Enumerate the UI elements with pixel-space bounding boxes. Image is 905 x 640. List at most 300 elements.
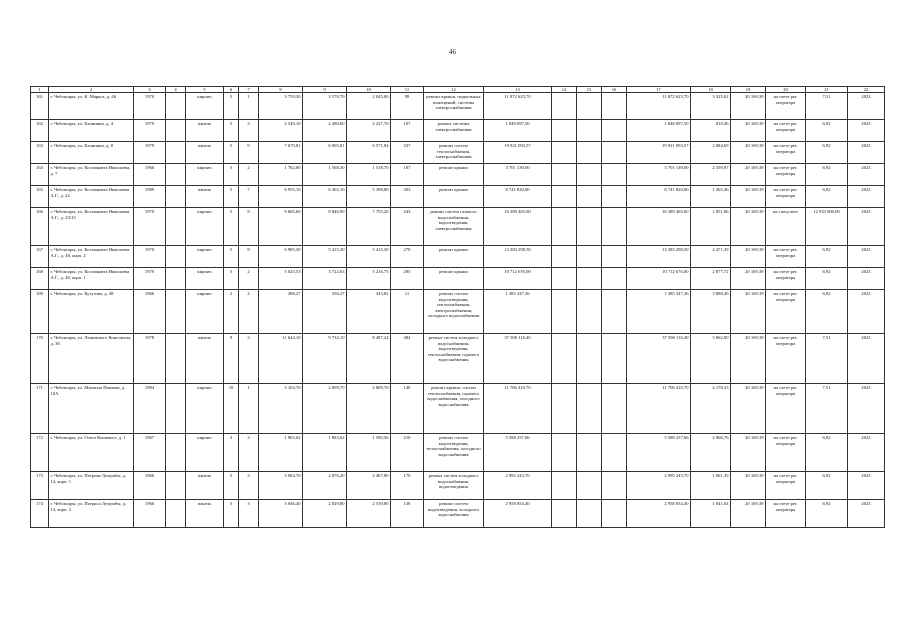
total-area-cell: 2 549,10 (259, 120, 303, 142)
table-row (31, 334, 885, 384)
empty-cell-cell (552, 472, 577, 500)
total-area-cell: 6 955,10 (259, 186, 303, 208)
living-area-cell: 6 905,81 (303, 142, 347, 164)
residential-area-cell: 5 415,30 (347, 246, 391, 268)
empty-cell-cell (166, 246, 186, 268)
cost-limit-cell: 20 169,39 (731, 290, 766, 334)
year-built-cell: 1966 (134, 472, 166, 500)
column-number-cell: 10 (347, 87, 391, 93)
entrances-cell: 2 (239, 164, 259, 186)
total-cost-cell: 19 921 093,57 (484, 142, 552, 164)
table-row (31, 208, 885, 246)
deadline-year-cell: 2023 (848, 434, 885, 472)
cost-limit-cell: 20 169,39 (731, 142, 766, 164)
wall-material-cell: кирпич (186, 384, 224, 434)
residents-cell: 278 (391, 246, 424, 268)
repair-works-cell: ремонт систем газового водоснабжения, водоотведения, электроснабжения (424, 208, 484, 246)
table-row (31, 384, 885, 434)
owner-cost-cell: 11 872 625,70 (627, 93, 691, 120)
repair-works-cell: ремонт крыши (424, 186, 484, 208)
empty-cell-cell (577, 290, 602, 334)
wall-material-cell: панель (186, 142, 224, 164)
entrances-cell: 7 (239, 186, 259, 208)
address-cell: г. Чебоксары, ул. Космонавта Николаева А.Г., д. 23/15 (49, 208, 134, 246)
funding-method-cell: на счете рег. оператора (766, 142, 806, 164)
empty-cell-cell (602, 434, 627, 472)
floors-cell: 5 (224, 164, 239, 186)
residential-area-cell: 2 045,00 (347, 93, 391, 120)
residential-area-cell: 7 755,20 (347, 208, 391, 246)
cost-limit-cell: 20 169,39 (731, 164, 766, 186)
empty-cell-cell (577, 142, 602, 164)
empty-cell-cell (166, 93, 186, 120)
wall-material-cell: панель (186, 334, 224, 384)
address-cell: г. Чебоксары, ул. Олега Кошевого, д. 1 (49, 434, 134, 472)
contribution-rate-cell: 6,92 (806, 164, 848, 186)
row-number-cell: 165 (31, 186, 49, 208)
year-built-cell: 1966 (134, 164, 166, 186)
address-cell: г. Чебоксары, ул. Космонавта Николаева А.Г., д. 48, корп. 2 (49, 246, 134, 268)
row-number-cell: 170 (31, 334, 49, 384)
empty-cell-cell (552, 268, 577, 290)
column-number-cell: 15 (577, 87, 602, 93)
contribution-rate-cell: 6,92 (806, 472, 848, 500)
cost-limit-cell: 20 169,39 (731, 268, 766, 290)
wall-material-cell: панель (186, 500, 224, 528)
column-number-cell: 12 (424, 87, 484, 93)
address-cell: г. Чебоксары, ул. Калинина, д. 8 (49, 142, 134, 164)
cost-limit-cell: 20 169,39 (731, 186, 766, 208)
funding-method-cell: на счете рег. оператора (766, 93, 806, 120)
deadline-year-cell: 2023 (848, 186, 885, 208)
total-cost-cell: 3 701 139,00 (484, 164, 552, 186)
deadline-year-cell: 2023 (848, 246, 885, 268)
year-built-cell: 1979 (134, 120, 166, 142)
floors-cell: 5 (224, 142, 239, 164)
residential-area-cell: 343,82 (347, 290, 391, 334)
row-number-cell: 168 (31, 268, 49, 290)
floors-cell: 5 (224, 472, 239, 500)
owner-cost-cell: 5 588 257,66 (627, 434, 691, 472)
residents-cell: 285 (391, 268, 424, 290)
owner-cost-cell: 2 995 243,70 (627, 472, 691, 500)
unit-cost-cell: 1 061,39 (691, 472, 731, 500)
cost-limit-cell: 20 169,39 (731, 334, 766, 384)
floors-cell: 9 (224, 334, 239, 384)
entrances-cell: 8 (239, 246, 259, 268)
residents-cell: 337 (391, 142, 424, 164)
empty-cell-cell (166, 120, 186, 142)
total-cost-cell: 13 383 298,50 (484, 246, 552, 268)
unit-cost-cell: 810,36 (691, 120, 731, 142)
wall-material-cell: кирпич (186, 164, 224, 186)
owner-cost-cell: 37 596 116,40 (627, 334, 691, 384)
year-built-cell: 1994 (134, 384, 166, 434)
entrances-cell: 3 (239, 120, 259, 142)
deadline-year-cell: 2023 (848, 290, 885, 334)
total-area-cell: 3 759,30 (259, 93, 303, 120)
residential-area-cell: 5 216,75 (347, 268, 391, 290)
deadline-year-cell: 2023 (848, 500, 885, 528)
floors-cell: 5 (224, 268, 239, 290)
column-number-cell: 1 (31, 87, 49, 93)
residential-area-cell: 8 487,24 (347, 334, 391, 384)
unit-cost-cell: 1 365,46 (691, 186, 731, 208)
wall-material-cell: кирпич (186, 290, 224, 334)
living-area-cell: 2 280,60 (303, 120, 347, 142)
living-area-cell: 2 809,70 (303, 384, 347, 434)
empty-cell-cell (166, 434, 186, 472)
empty-cell-cell (166, 384, 186, 434)
owner-cost-cell: 11 706 410,70 (627, 384, 691, 434)
contribution-rate-cell: 7,51 (806, 93, 848, 120)
empty-cell-cell (166, 268, 186, 290)
empty-cell-cell (577, 246, 602, 268)
owner-cost-cell: 8 741 820,00 (627, 186, 691, 208)
column-number-cell: 9 (303, 87, 347, 93)
entrances-cell: 8 (239, 208, 259, 246)
repair-works-cell: ремонт крыши (424, 164, 484, 186)
total-cost-cell: 2 995 243,70 (484, 472, 552, 500)
cost-limit-cell: 20 169,39 (731, 500, 766, 528)
empty-cell-cell (602, 472, 627, 500)
wall-material-cell: кирпич (186, 268, 224, 290)
table-row (31, 268, 885, 290)
residential-area-cell: 6 571,84 (347, 142, 391, 164)
unit-cost-cell: 2 877,72 (691, 268, 731, 290)
table-row (31, 120, 885, 142)
living-area-cell: 1 883,62 (303, 434, 347, 472)
total-area-cell: 3 104,70 (259, 384, 303, 434)
empty-cell-cell (577, 164, 602, 186)
table-row (31, 434, 885, 472)
column-number-cell: 18 (691, 87, 731, 93)
cost-limit-cell: 20 169,39 (731, 472, 766, 500)
floors-cell: 2 (224, 290, 239, 334)
entrances-cell: 3 (239, 434, 259, 472)
residents-cell: 98 (391, 93, 424, 120)
unit-cost-cell: 2 359,97 (691, 164, 731, 186)
funding-method-cell: на счете рег. оператора (766, 472, 806, 500)
year-built-cell: 1966 (134, 500, 166, 528)
total-cost-cell: 11 706 410,70 (484, 384, 552, 434)
table-row (31, 93, 885, 120)
empty-cell-cell (577, 208, 602, 246)
owner-cost-cell: 13 383 298,50 (627, 246, 691, 268)
empty-cell-cell (552, 334, 577, 384)
column-number-cell: 20 (766, 87, 806, 93)
row-number-cell: 161 (31, 93, 49, 120)
entrances-cell: 2 (239, 268, 259, 290)
empty-cell-cell (602, 290, 627, 334)
empty-cell-cell (577, 334, 602, 384)
total-cost-cell: 37 596 116,40 (484, 334, 552, 384)
living-area-cell: 8 846,90 (303, 208, 347, 246)
floors-cell: 5 (224, 500, 239, 528)
entrances-cell: 1 (239, 93, 259, 120)
deadline-year-cell: 2023 (848, 164, 885, 186)
row-number-cell: 166 (31, 208, 49, 246)
repair-works-cell: ремонт крыши, подвальных помещений, системы электроснабжения (424, 93, 484, 120)
residential-area-cell: 2 809,70 (347, 384, 391, 434)
residential-area-cell: 2 407,80 (347, 472, 391, 500)
residents-cell: 140 (391, 384, 424, 434)
unit-cost-cell: 3 888,49 (691, 290, 731, 334)
total-area-cell: 1 965,62 (259, 434, 303, 472)
address-cell: г. Чебоксары, ул. Петрова Лумумбы, д. 14, корп. 1 (49, 472, 134, 500)
living-area-cell: 6 402,10 (303, 186, 347, 208)
empty-cell-cell (552, 93, 577, 120)
total-cost-cell: 8 741 820,00 (484, 186, 552, 208)
empty-cell-cell (602, 334, 627, 384)
funding-method-cell: на счете рег. оператора (766, 334, 806, 384)
owner-cost-cell: 2 958 054,40 (627, 500, 691, 528)
floors-cell: 5 (224, 208, 239, 246)
unit-cost-cell: 1 851,86 (691, 208, 731, 246)
deadline-year-cell: 2023 (848, 334, 885, 384)
empty-cell-cell (602, 142, 627, 164)
residents-cell: 243 (391, 208, 424, 246)
residential-area-cell: 5 398,80 (347, 186, 391, 208)
empty-cell-cell (552, 384, 577, 434)
address-cell: г. Чебоксары, ул. Патриса Лумумбы, д. 14, корп. 2 (49, 500, 134, 528)
address-cell: г. Чебоксары, ул. Космонавта Николаева А.Г., д. 22 (49, 186, 134, 208)
empty-cell-cell (577, 500, 602, 528)
wall-material-cell: панель (186, 472, 224, 500)
empty-cell-cell (602, 500, 627, 528)
table-row (31, 472, 885, 500)
empty-cell-cell (602, 164, 627, 186)
living-area-cell: 9 732,10 (303, 334, 347, 384)
empty-cell-cell (577, 186, 602, 208)
table-row (31, 186, 885, 208)
contribution-rate-cell: 6,92 (806, 246, 848, 268)
table-row (31, 142, 885, 164)
year-built-cell: 1970 (134, 268, 166, 290)
table-row (31, 290, 885, 334)
column-number-cell: 14 (552, 87, 577, 93)
row-number-cell: 163 (31, 142, 49, 164)
empty-cell-cell (577, 120, 602, 142)
empty-cell-cell (166, 472, 186, 500)
wall-material-cell: кирпич (186, 434, 224, 472)
column-number-cell: 8 (259, 87, 303, 93)
total-cost-cell: 2 958 054,40 (484, 500, 552, 528)
address-cell: г. Чебоксары, ул. Михаила Павлова, д. 10А (49, 384, 134, 434)
funding-method-cell: на счете рег. оператора (766, 246, 806, 268)
residents-cell: 303 (391, 186, 424, 208)
contribution-rate-cell: 6,92 (806, 500, 848, 528)
wall-material-cell: кирпич (186, 93, 224, 120)
unit-cost-cell: 3 862,90 (691, 334, 731, 384)
empty-cell-cell (577, 472, 602, 500)
entrances-cell: 2 (239, 290, 259, 334)
wall-material-cell: панель (186, 186, 224, 208)
total-area-cell: 9 665,60 (259, 208, 303, 246)
unit-cost-cell: 2 884,69 (691, 142, 731, 164)
entrances-cell: 1 (239, 384, 259, 434)
contribution-rate-cell: 6,92 (806, 120, 848, 142)
deadline-year-cell: 2023 (848, 93, 885, 120)
empty-cell-cell (166, 500, 186, 528)
repair-works-cell: ремонт систем водоотведения, теплоснабжения, холодного водоснабжения (424, 434, 484, 472)
unit-cost-cell: 4 178,33 (691, 384, 731, 434)
wall-material-cell: кирпич (186, 246, 224, 268)
funding-method-cell: на счете рег. оператора (766, 290, 806, 334)
floors-cell: 5 (224, 120, 239, 142)
column-number-cell: 19 (731, 87, 766, 93)
unit-cost-cell: 1 041,64 (691, 500, 731, 528)
residential-area-cell: 1 590,56 (347, 434, 391, 472)
residents-cell: 107 (391, 120, 424, 142)
empty-cell-cell (166, 142, 186, 164)
floors-cell: 5 (224, 93, 239, 120)
owner-cost-cell: 3 701 139,00 (627, 164, 691, 186)
total-area-cell: 388,27 (259, 290, 303, 334)
contribution-rate-cell: 6,92 (806, 434, 848, 472)
address-cell: г. Чебоксары, ул. Кутузова, д. 48 (49, 290, 134, 334)
wall-material-cell: панель (186, 120, 224, 142)
residents-cell: 11 (391, 290, 424, 334)
column-number-cell: 2 (49, 87, 134, 93)
table-body (31, 93, 885, 528)
column-number-cell: 3 (134, 87, 166, 93)
entrances-cell: 9 (239, 142, 259, 164)
year-built-cell: 1966 (134, 290, 166, 334)
contribution-rate-cell: 6,92 (806, 268, 848, 290)
cost-limit-cell: 20 169,39 (731, 434, 766, 472)
living-area-cell: 3 722,63 (303, 268, 347, 290)
row-number-cell: 172 (31, 434, 49, 472)
row-number-cell: 171 (31, 384, 49, 434)
address-cell: г. Чебоксары, ул. Ленинского Комсомола, д. 38 (49, 334, 134, 384)
empty-cell-cell (552, 246, 577, 268)
empty-cell-cell (602, 120, 627, 142)
contribution-rate-cell: 6,92 (806, 290, 848, 334)
entrances-cell: 3 (239, 334, 259, 384)
residents-cell: 138 (391, 500, 424, 528)
funding-method-cell: на счете рег. оператора (766, 500, 806, 528)
empty-cell-cell (166, 334, 186, 384)
empty-cell-cell (552, 120, 577, 142)
residential-area-cell: 2 227,70 (347, 120, 391, 142)
column-number-cell: 21 (806, 87, 848, 93)
column-number-cell: 5 (186, 87, 224, 93)
living-area-cell: 2 876,20 (303, 472, 347, 500)
empty-cell-cell (166, 290, 186, 334)
floors-cell: 10 (224, 384, 239, 434)
repair-works-cell: ремонт крыши, систем теплоснабжения, горячего водоснабжения, холодного водоснабжения (424, 384, 484, 434)
owner-cost-cell: 1 385 347,36 (627, 290, 691, 334)
repair-works-cell: ремонт систем холодного водоснабжения, водоотведения (424, 472, 484, 500)
deadline-year-cell: 2023 (848, 472, 885, 500)
year-built-cell: 1979 (134, 142, 166, 164)
funding-method-cell: на счете рег. оператора (766, 164, 806, 186)
column-number-cell: 11 (391, 87, 424, 93)
deadline-year-cell: 2023 (848, 142, 885, 164)
repair-works-cell: ремонт систем водоотведения, теплоснабжения, электроснабжения, холодного водоснабжения (424, 290, 484, 334)
empty-cell-cell (577, 268, 602, 290)
empty-cell-cell (166, 164, 186, 186)
living-area-cell: 2 829,80 (303, 500, 347, 528)
column-number-cell: 6 (224, 87, 239, 93)
funding-method-cell: на спецсчете (766, 208, 806, 246)
total-cost-cell: 11 872 625,70 (484, 93, 552, 120)
empty-cell-cell (552, 186, 577, 208)
deadline-year-cell: 2023 (848, 268, 885, 290)
year-built-cell: 1967 (134, 434, 166, 472)
repair-works-cell: ремонт систем водоотведения, холодного водоснабжения (424, 500, 484, 528)
cost-limit-cell: 20 169,39 (731, 208, 766, 246)
repair-works-cell: ремонт систем холодного водоснабжения, водоотведения, теплоснабжения, горячего водоснабжения (424, 334, 484, 384)
residential-area-cell: 2 539,80 (347, 500, 391, 528)
cost-limit-cell: 20 169,39 (731, 384, 766, 434)
deadline-year-cell: 2023 (848, 120, 885, 142)
total-cost-cell: 16 389 465,60 (484, 208, 552, 246)
total-area-cell: 1 762,00 (259, 164, 303, 186)
address-cell: г. Чебоксары, ул. К. Маркса, д. 46 (49, 93, 134, 120)
address-cell: г. Чебоксары, ул. Космонавта Николаева, д. 7 (49, 164, 134, 186)
year-built-cell: 1989 (134, 186, 166, 208)
row-number-cell: 174 (31, 500, 49, 528)
column-number-cell: 7 (239, 87, 259, 93)
repair-works-cell: ремонт крыши (424, 268, 484, 290)
floors-cell: 5 (224, 246, 239, 268)
year-built-cell: 1970 (134, 93, 166, 120)
empty-cell-cell (602, 384, 627, 434)
repair-works-cell: ремонт систем теплоснабжения, электроснабжения (424, 142, 484, 164)
housing-repair-table (30, 86, 885, 528)
table-row (31, 500, 885, 528)
deadline-year-cell: 2023 (848, 208, 885, 246)
residential-area-cell: 1 518,70 (347, 164, 391, 186)
contribution-rate-cell: 7,51 (806, 384, 848, 434)
cost-limit-cell: 20 169,39 (731, 93, 766, 120)
empty-cell-cell (166, 208, 186, 246)
owner-cost-cell: 19 921 093,57 (627, 142, 691, 164)
funding-method-cell: на счете рег. оператора (766, 384, 806, 434)
living-area-cell: 3 570,70 (303, 93, 347, 120)
owner-cost-cell: 1 848 097,50 (627, 120, 691, 142)
empty-cell-cell (602, 93, 627, 120)
repair-works-cell: ремонт системы электроснабжения (424, 120, 484, 142)
funding-method-cell: на счете рег. оператора (766, 268, 806, 290)
total-cost-cell: 5 588 257,66 (484, 434, 552, 472)
funding-method-cell: на счете рег. оператора (766, 120, 806, 142)
residents-cell: 482 (391, 334, 424, 384)
column-number-cell: 13 (484, 87, 552, 93)
cost-limit-cell: 20 169,39 (731, 120, 766, 142)
empty-cell-cell (552, 290, 577, 334)
page-number: 46 (449, 48, 456, 56)
year-built-cell: 1970 (134, 246, 166, 268)
table-row (31, 246, 885, 268)
row-number-cell: 162 (31, 120, 49, 142)
living-area-cell: 356,27 (303, 290, 347, 334)
row-number-cell: 169 (31, 290, 49, 334)
row-number-cell: 167 (31, 246, 49, 268)
empty-cell-cell (552, 434, 577, 472)
empty-cell-cell (602, 186, 627, 208)
total-cost-cell: 1 848 097,50 (484, 120, 552, 142)
column-number-cell: 16 (602, 87, 627, 93)
owner-cost-cell: 10 712 676,00 (627, 268, 691, 290)
total-area-cell: 3 084,70 (259, 472, 303, 500)
address-cell: г. Чебоксары, ул. Космонавта Николаева А.Г., д. 48, корп. 1 (49, 268, 134, 290)
residents-cell: 170 (391, 472, 424, 500)
empty-cell-cell (166, 186, 186, 208)
total-area-cell: 3 046,40 (259, 500, 303, 528)
